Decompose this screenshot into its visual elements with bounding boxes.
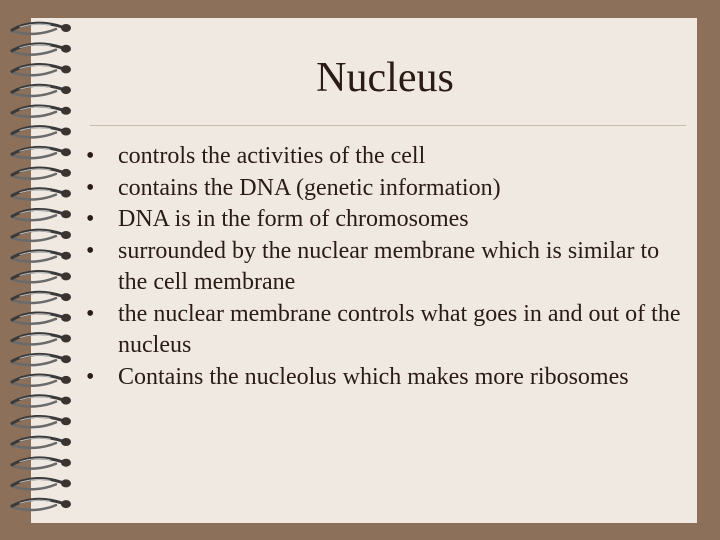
binding-coil-icon <box>12 168 71 179</box>
bullet-text: controls the activities of the cell <box>118 143 426 169</box>
binding-coil-icon <box>12 127 71 138</box>
binding-coil-icon <box>12 44 71 55</box>
bullet-marker: • <box>86 143 95 169</box>
bullet-marker: • <box>86 174 95 201</box>
binding-coil-icon <box>12 458 71 469</box>
slide-title: Nucleus <box>316 55 454 101</box>
bullet-item <box>86 141 686 173</box>
bullet-marker: • <box>86 363 95 390</box>
binding-coil-icon <box>12 230 71 241</box>
binding-coil-icon <box>12 334 71 345</box>
binding-coil-icon <box>12 313 71 324</box>
bullet-marker: • <box>86 206 95 232</box>
binding-coil-icon <box>12 85 71 96</box>
spiral-binding-icon <box>0 0 90 540</box>
bullet-marker: • <box>86 237 95 264</box>
bullet-list <box>86 141 686 393</box>
binding-coil-icon <box>12 396 71 407</box>
binding-coil-icon <box>12 437 71 448</box>
binding-coil-icon <box>12 65 71 76</box>
binding-coil-icon <box>12 499 71 510</box>
binding-coil-icon <box>12 479 71 490</box>
bullet-text: the nuclear membrane controls what goes in and out of the nucleus <box>118 300 681 358</box>
binding-coil-icon <box>12 147 71 158</box>
bullet-text: DNA is in the form of chromosomes <box>118 206 469 232</box>
binding-coil-icon <box>12 106 71 117</box>
bullet-text: contains the DNA (genetic information) <box>118 174 501 201</box>
binding-coil-icon <box>12 375 71 386</box>
bullet-item <box>86 299 686 362</box>
binding-coil-icon <box>12 272 71 283</box>
title-divider <box>90 125 686 126</box>
binding-coil-icon <box>12 416 71 427</box>
bullet-marker: • <box>86 300 95 327</box>
binding-coil-icon <box>12 251 71 262</box>
bullet-text: surrounded by the nuclear membrane which is similar to the cell membrane <box>118 237 660 295</box>
bullet-item <box>86 204 686 236</box>
binding-coil-icon <box>12 189 71 200</box>
binding-coil-icon <box>12 23 71 34</box>
binding-coil-icon <box>12 209 71 220</box>
binding-coil-icon <box>12 292 71 303</box>
bullet-text: Contains the nucleolus which makes more ribosomes <box>118 363 629 390</box>
bullet-item <box>86 173 686 205</box>
binding-coil-icon <box>12 354 71 365</box>
bullet-item <box>86 362 686 394</box>
bullet-item <box>86 236 686 299</box>
